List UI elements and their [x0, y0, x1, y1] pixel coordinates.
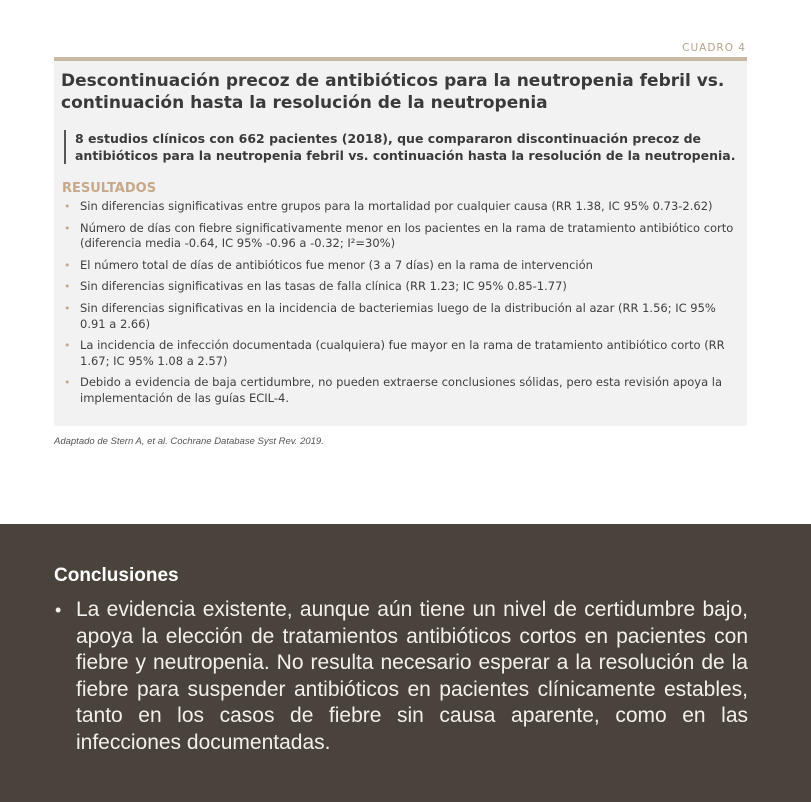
conclusion-text: La evidencia existente, aunque aún tiene un nivel de certidumbre bajo, apoya la elección de tratamientos antibióticos cortos en pacientes con fiebre y neutropenia. No resulta necesario esperar a la resolución de la fiebre para suspender antibióticos en pacientes clínicamente estables, tanto en los casos de fiebre sin causa aparente, como en las infecciones documentadas.	[76, 598, 748, 754]
result-item	[61, 375, 737, 406]
bullet-icon: •	[55, 600, 62, 620]
result-item	[61, 221, 737, 252]
result-item	[61, 258, 737, 274]
results-list	[61, 199, 737, 407]
box-title: Descontinuación precoz de antibióticos para la neutropenia febril vs. continuación hasta la resolución de la neutropenia	[61, 71, 725, 113]
summary-box	[54, 57, 747, 426]
result-item	[61, 199, 737, 215]
result-text: La incidencia de infección documentada (cualquiera) fue mayor en la rama de tratamiento antibiótico corto (RR 1.67; IC 95% 1.08 a 2.57)	[80, 338, 725, 368]
study-summary: 8 estudios clínicos con 662 pacientes (2018), que compararon discontinuación precoz de antibióticos para la neutropenia febril vs. continuación hasta la resolución de la neutropenia.	[64, 130, 737, 164]
result-text: Sin diferencias significativas en la incidencia de bacteriemias luego de la distribución al azar (RR 1.56; IC 95% 0.91 a 2.66)	[80, 300, 716, 331]
result-text: Sin diferencias significativas entre grupos para la mortalidad por cualquier causa (RR 1.38, IC 95% 0.73-2.62)	[80, 199, 713, 213]
result-item	[61, 279, 737, 295]
source-citation: Adaptado de Stern A, et al. Cochrane Database Syst Rev. 2019.	[54, 436, 324, 447]
results-heading: RESULTADOS	[62, 181, 157, 196]
bullet-icon: •	[64, 376, 71, 390]
box-label: CUADRO 4	[682, 42, 746, 54]
bullet-icon: •	[64, 301, 71, 315]
conclusion-item	[54, 597, 748, 756]
result-item	[61, 301, 737, 332]
result-text: Sin diferencias significativas en las tasas de falla clínica (RR 1.23; IC 95% 0.85-1.77)	[80, 279, 567, 294]
bullet-icon: •	[64, 258, 71, 272]
result-text: Debido a evidencia de baja certidumbre, no pueden extraerse conclusiones sólidas, pero esta revisión apoya la implementación de las guías ECIL-4.	[80, 375, 723, 405]
result-text: Número de días con fiebre significativamente menor en los pacientes en la rama de tratamiento antibiótico corto (diferencia media -0.64, IC 95% -0.96 a -0.32; I²=30%)	[80, 220, 734, 251]
bullet-icon: •	[64, 221, 71, 235]
conclusions-title: Conclusiones	[54, 565, 179, 586]
result-text: El número total de días de antibióticos fue menor (3 a 7 días) en la rama de intervención	[80, 257, 593, 272]
conclusions-panel	[0, 524, 811, 802]
bullet-icon: •	[64, 200, 71, 213]
result-item	[61, 338, 737, 369]
bullet-icon: •	[64, 280, 71, 294]
bullet-icon: •	[64, 339, 71, 353]
